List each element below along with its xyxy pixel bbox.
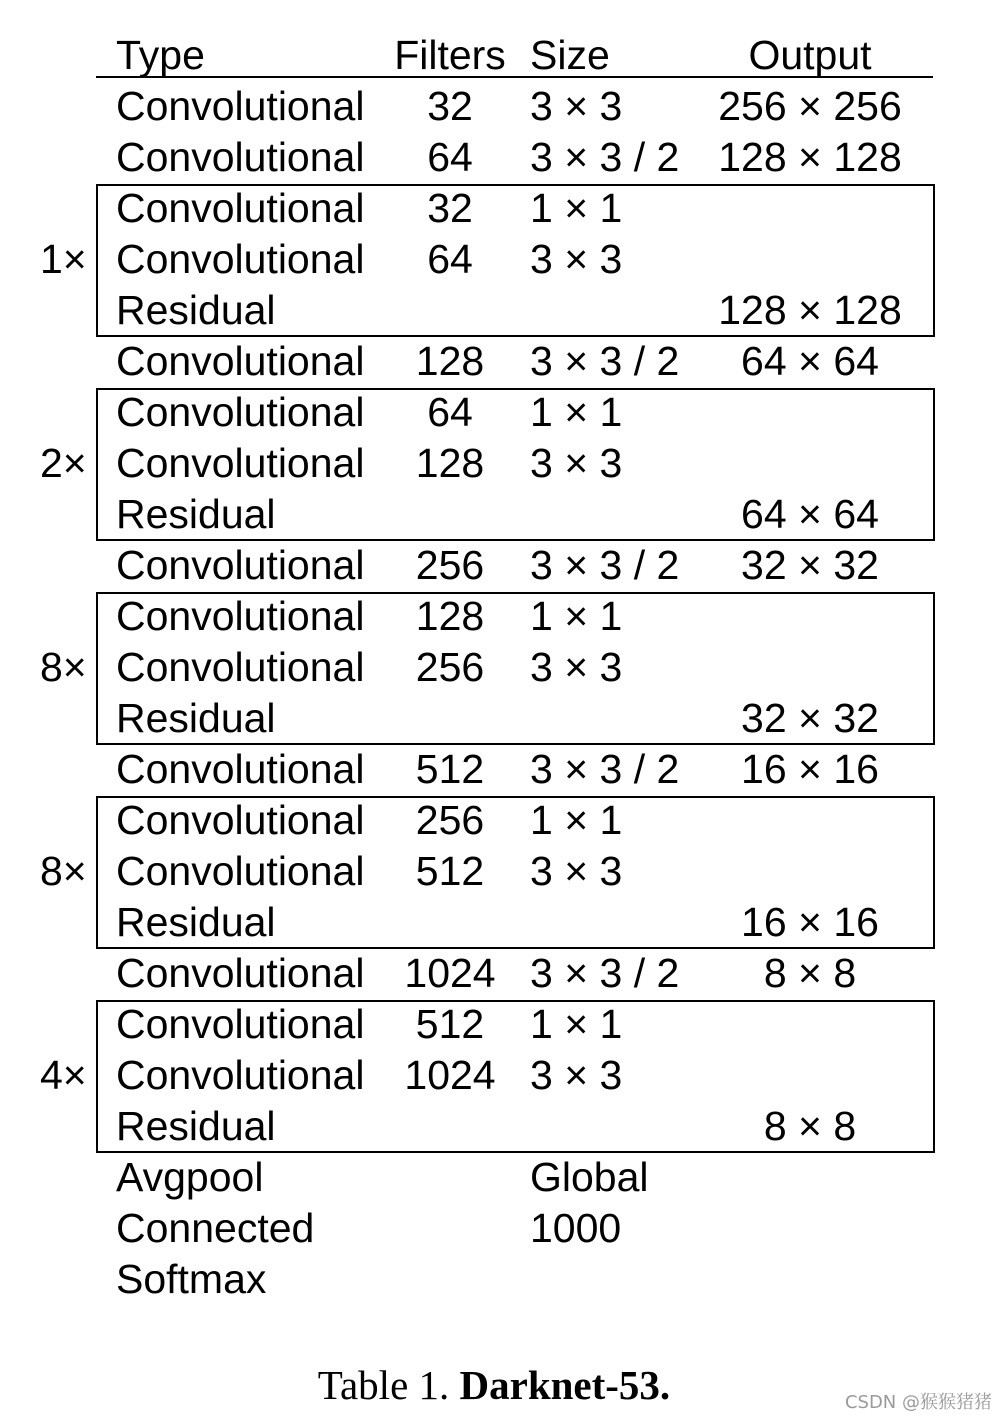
cell-output: 128 × 128 xyxy=(718,134,902,180)
cell-type: Residual xyxy=(116,899,276,945)
header-output: Output xyxy=(748,32,872,78)
cell-output: 8 × 8 xyxy=(763,950,857,996)
cell-filters: 32 xyxy=(427,185,473,231)
header-filters: Filters xyxy=(394,32,506,78)
cell-type: Convolutional xyxy=(116,338,365,384)
cell-type: Convolutional xyxy=(116,542,365,588)
cell-output: 256 × 256 xyxy=(718,83,902,129)
cell-type: Convolutional xyxy=(116,593,365,639)
cell-output: 128 × 128 xyxy=(718,287,902,333)
cell-type: Convolutional xyxy=(116,1001,365,1047)
cell-output: 16 × 16 xyxy=(741,899,879,945)
residual-block-box xyxy=(96,592,935,745)
cell-size: 3 × 3 xyxy=(530,83,623,129)
cell-type: Convolutional xyxy=(116,83,365,129)
cell-filters: 1024 xyxy=(404,950,496,996)
cell-output: 32 × 32 xyxy=(741,695,879,741)
table-caption xyxy=(0,1360,988,1411)
cell-size: 3 × 3 xyxy=(530,1052,623,1098)
cell-type: Convolutional xyxy=(116,440,365,486)
cell-size: 1 × 1 xyxy=(530,1001,623,1047)
cell-filters: 64 xyxy=(427,134,473,180)
cell-filters: 64 xyxy=(427,236,473,282)
cell-type: Residual xyxy=(116,695,276,741)
cell-type: Connected xyxy=(116,1205,315,1251)
residual-block-box xyxy=(96,388,935,541)
cell-filters: 256 xyxy=(415,542,485,588)
cell-type: Convolutional xyxy=(116,1052,365,1098)
cell-filters: 32 xyxy=(427,83,473,129)
cell-size: 3 × 3 xyxy=(530,440,623,486)
cell-output: 64 × 64 xyxy=(741,338,879,384)
cell-size: 3 × 3 / 2 xyxy=(530,338,680,384)
cell-filters: 128 xyxy=(415,440,485,486)
caption-title: Darknet-53. xyxy=(459,1362,671,1408)
cell-filters: 512 xyxy=(415,848,485,894)
cell-type: Convolutional xyxy=(116,848,365,894)
cell-type: Convolutional xyxy=(116,644,365,690)
cell-type: Residual xyxy=(116,287,276,333)
cell-size: 1 × 1 xyxy=(530,797,623,843)
residual-block-box xyxy=(96,184,935,337)
cell-type: Convolutional xyxy=(116,950,365,996)
repeat-multiplier: 2× xyxy=(40,440,87,486)
cell-size: Global xyxy=(530,1154,649,1200)
cell-filters: 128 xyxy=(415,593,485,639)
cell-size: 3 × 3 / 2 xyxy=(530,950,680,996)
cell-filters: 512 xyxy=(415,746,485,792)
cell-type: Convolutional xyxy=(116,389,365,435)
repeat-multiplier: 4× xyxy=(40,1052,87,1098)
cell-size: 3 × 3 xyxy=(530,644,623,690)
residual-block-box xyxy=(96,1000,935,1153)
cell-size: 3 × 3 / 2 xyxy=(530,134,680,180)
cell-size: 3 × 3 / 2 xyxy=(530,542,680,588)
header-size: Size xyxy=(530,32,610,78)
cell-filters: 512 xyxy=(415,1001,485,1047)
cell-size: 1 × 1 xyxy=(530,389,623,435)
cell-type: Convolutional xyxy=(116,746,365,792)
cell-filters: 128 xyxy=(415,338,485,384)
cell-output: 64 × 64 xyxy=(741,491,879,537)
cell-size: 3 × 3 / 2 xyxy=(530,746,680,792)
watermark: CSDN @猴猴猪猪 xyxy=(844,1392,992,1413)
cell-filters: 1024 xyxy=(404,1052,496,1098)
residual-block-box xyxy=(96,796,935,949)
cell-type: Convolutional xyxy=(116,236,365,282)
cell-type: Residual xyxy=(116,1103,276,1149)
repeat-multiplier: 1× xyxy=(40,236,87,282)
cell-type: Residual xyxy=(116,491,276,537)
cell-filters: 256 xyxy=(415,644,485,690)
cell-output: 16 × 16 xyxy=(741,746,879,792)
header-rule xyxy=(96,76,933,78)
cell-type: Convolutional xyxy=(116,134,365,180)
cell-size: 3 × 3 xyxy=(530,236,623,282)
cell-size: 1 × 1 xyxy=(530,185,623,231)
repeat-multiplier: 8× xyxy=(40,848,87,894)
cell-size: 3 × 3 xyxy=(530,848,623,894)
cell-filters: 64 xyxy=(427,389,473,435)
header-type: Type xyxy=(116,32,205,78)
caption-prefix: Table 1. xyxy=(317,1362,460,1408)
cell-size: 1 × 1 xyxy=(530,593,623,639)
cell-output: 8 × 8 xyxy=(763,1103,857,1149)
repeat-multiplier: 8× xyxy=(40,644,87,690)
cell-type: Softmax xyxy=(116,1256,267,1302)
cell-type: Convolutional xyxy=(116,797,365,843)
cell-size: 1000 xyxy=(530,1205,622,1251)
cell-output: 32 × 32 xyxy=(741,542,879,588)
cell-type: Convolutional xyxy=(116,185,365,231)
cell-filters: 256 xyxy=(415,797,485,843)
cell-type: Avgpool xyxy=(116,1154,264,1200)
